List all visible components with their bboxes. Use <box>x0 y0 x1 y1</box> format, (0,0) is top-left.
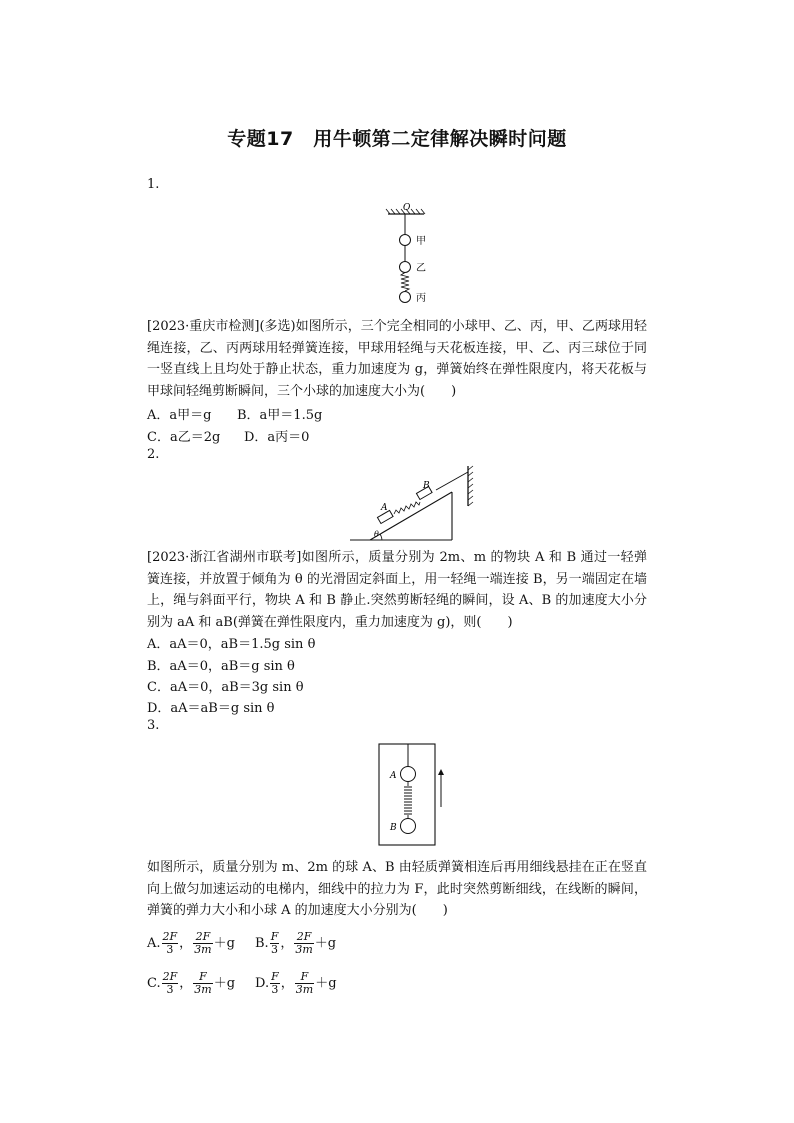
question-2-number: 2. <box>147 447 160 462</box>
q2-option-b: B．aA＝0，aB＝g sin θ <box>147 659 295 674</box>
ball-a-label: A <box>390 771 397 781</box>
q3-option-b: B. $\frac{F}{3}$ ， $\frac{2F}{3m}$ ＋g <box>255 930 337 956</box>
ball-yi-label: 乙 <box>416 263 426 274</box>
ball-jia-label: 甲 <box>416 236 426 247</box>
q2-figure <box>348 462 482 544</box>
spring-icon <box>394 502 420 514</box>
ball-b-label: B <box>390 823 397 833</box>
block-a-label: A <box>381 503 388 513</box>
question-1-number: 1. <box>147 177 160 192</box>
q1-figure <box>380 200 440 310</box>
question-1-stem: [2023·重庆市检测](多选)如图所示，三个完全相同的小球甲、乙、丙，甲、乙两球用轻绳连接，乙、丙两球用轻弹簧连接，甲球用轻绳与天花板连接，甲、乙、丙三球位于同一竖直线上且均处于静止状态，重力加速度为 g，弹簧始终在弹性限度内，将天花板与甲球间轻绳剪断瞬间，三个小球的加速度大小为( ) <box>147 319 647 399</box>
q1-option-a: A．a甲＝g <box>147 408 212 423</box>
q3-option-c: C. $\frac{2F}{3}$ ， $\frac{F}{3m}$ ＋g <box>147 970 236 996</box>
ball-yi <box>400 262 411 273</box>
angle-label: θ <box>374 530 379 539</box>
ball-b <box>401 819 416 834</box>
ball-bing <box>400 292 411 303</box>
spring-icon <box>401 273 409 292</box>
q1-option-b: B．a甲＝1.5g <box>237 408 323 423</box>
ball-bing-label: 丙 <box>416 293 426 304</box>
q3-figure <box>378 743 460 847</box>
q2-option-d: D．aA＝aB＝g sin θ <box>147 701 275 716</box>
q3-option-a: A. $\frac{2F}{3}$ ， $\frac{2F}{3m}$ ＋g <box>147 930 235 956</box>
ball-jia <box>400 235 411 246</box>
page-title: 专题17 用牛顿第二定律解决瞬时问题 <box>227 128 567 150</box>
ceiling-label: O <box>403 203 411 213</box>
q2-option-c: C．aA＝0，aB＝3g sin θ <box>147 680 304 695</box>
ball-a <box>401 767 416 782</box>
question-3-number: 3. <box>147 718 160 733</box>
q1-option-d: D．a丙＝0 <box>244 430 310 445</box>
question-3-stem: 如图所示，质量分别为 m、2m 的球 A、B 由轻质弹簧相连后再用细线悬挂在正在竖直向上做匀加速运动的电梯内，细线中的拉力为 F，此时突然剪断细线，在线断的瞬间，弹簧的弹力大小和小球 A 的加速度大小分别为( ) <box>147 860 647 918</box>
q3-option-d: D. $\frac{F}{3}$ ， $\frac{F}{3m}$ ＋g <box>255 970 337 996</box>
block-b-label: B <box>423 481 430 491</box>
question-2-stem: [2023·浙江省湖州市联考]如图所示，质量分别为 2m、m 的物块 A 和 B 通过一轻弹簧连接，并放置于倾角为 θ 的光滑固定斜面上，用一轻绳一端连接 B，另一端固定在墙上，绳与斜面平行，物块 A 和 B 静止.突然剪断轻绳的瞬间，设 A、B 的加速度大小分别为 aA 和 aB(弹簧在弹性限度内，重力加速度为 g)，则( ) <box>147 550 647 630</box>
q2-option-a: A．aA＝0，aB＝1.5g sin θ <box>147 637 316 652</box>
q1-option-c: C．a乙＝2g <box>147 430 221 445</box>
